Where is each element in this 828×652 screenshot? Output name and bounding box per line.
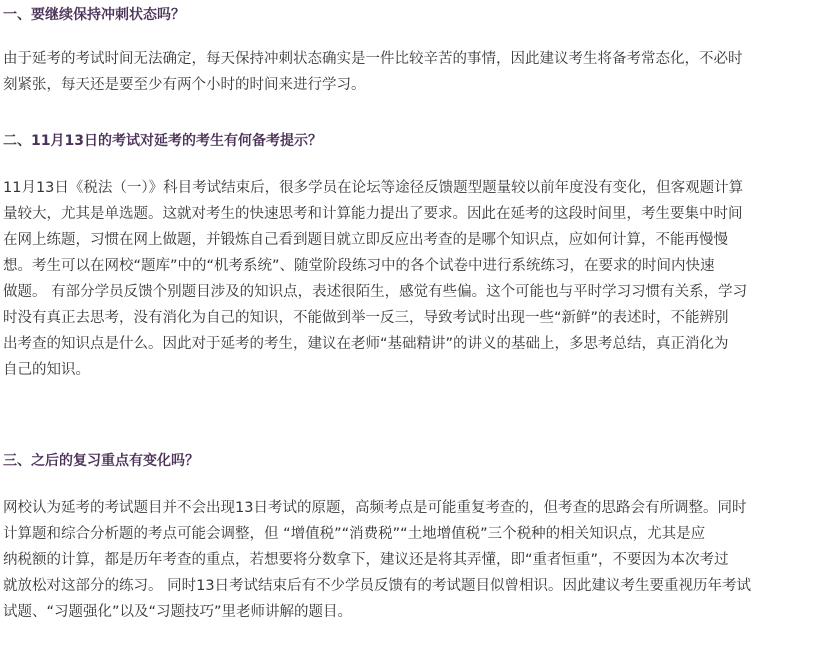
paragraph-line: 纳税额的计算，都是历年考查的重点，若想要将分数拿下，建议还是将其弄懂，即“重者恒重”，不要因为本次考过 xyxy=(3,552,729,568)
paragraph-line: 时没有真正去思考，没有消化为自己的知识，不能做到举一反三，导致考试时出现一些“新鲜”的表述时，不能辨别 xyxy=(3,310,729,326)
paragraph-line: 刻紧张，每天还是要至少有两个小时的时间来进行学习。 xyxy=(3,77,366,93)
section-paragraph-3 xyxy=(3,495,751,625)
paragraph-line: 由于延考的考试时间无法确定，每天保持冲刺状态确实是一件比较辛苦的事情，因此建议考生将备考常态化，不必时 xyxy=(3,51,743,67)
paragraph-line: 计算题和综合分析题的考点可能会调整，但 “增值税”“消费税”“土地增值税”三个税种的相关知识点，尤其是应 xyxy=(3,526,706,542)
paragraph-line: 做题。 有部分学员反馈个别题目涉及的知识点，表述很陌生，感觉有些偏。这个可能也与平时学习习惯有关系，学习 xyxy=(3,284,748,300)
paragraph-line: 网校认为延考的考试题目并不会出现13日考试的原题，高频考点是可能重复考查的，但考查的思路会有所调整。同时 xyxy=(3,500,747,516)
paragraph-line: 11月13日《税法（一）》科目考试结束后，很多学员在论坛等途径反馈题型题量较以前年度没有变化，但客观题计算 xyxy=(3,180,744,196)
paragraph-line: 就放松对这部分的练习。 同时13日考试结束后有不少学员反馈有的考试题目似曾相识。因此建议考生要重视历年考试 xyxy=(3,578,752,594)
paragraph-line: 想。考生可以在网校“题库”中的“机考系统”、随堂阶段练习中的各个试卷中进行系统练习，在要求的时间内快速 xyxy=(3,258,715,274)
section-heading-2: 二、11月13日的考试对延考的考生有何备考提示？ xyxy=(3,133,322,149)
paragraph-line: 量较大，尤其是单选题。这就对考生的快速思考和计算能力提出了要求。因此在延考的这段时间里，考生要集中时间 xyxy=(3,206,743,222)
section-heading-1: 一、要继续保持冲刺状态吗？ xyxy=(3,7,185,23)
section-paragraph-2 xyxy=(3,175,747,383)
section-paragraph-1 xyxy=(3,46,743,98)
paragraph-line: 试题、“习题强化”以及“习题技巧”里老师讲解的题目。 xyxy=(3,604,353,620)
paragraph-line: 出考查的知识点是什么。因此对于延考的考生，建议在老师“基础精讲”的讲义的基础上，多思考总结，真正消化为 xyxy=(3,336,729,352)
paragraph-line: 自己的知识。 xyxy=(3,362,90,378)
section-heading-3: 三、之后的复习重点有变化吗？ xyxy=(3,453,199,469)
paragraph-line: 在网上练题，习惯在网上做题，并锻炼自己看到题目就立即反应出考查的是哪个知识点，应如何计算，不能再慢慢 xyxy=(3,232,728,248)
